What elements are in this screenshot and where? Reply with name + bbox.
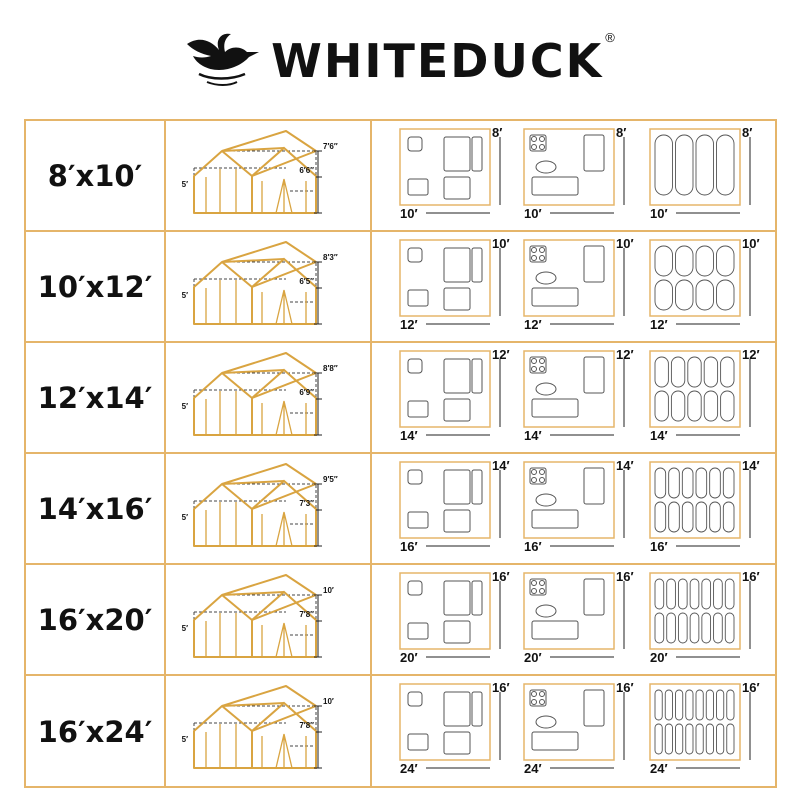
bed-layout-plan <box>400 347 510 443</box>
floor-plan-cell <box>372 121 775 230</box>
eave-height-label: 7′3″ <box>299 499 314 508</box>
wall-height-label: 5′ <box>181 513 188 522</box>
kitchen-layout-plan <box>524 125 626 221</box>
size-row <box>26 454 775 565</box>
floor-plan-cell <box>372 454 775 563</box>
size-row <box>26 565 775 676</box>
sleeping-bag-layout-plan <box>650 125 752 221</box>
eave-height-label: 6′6″ <box>299 166 314 175</box>
peak-height-label: 8′3″ <box>323 253 338 262</box>
eave-height-label: 7′8″ <box>299 721 314 730</box>
plan-width-label: 16′ <box>616 680 634 695</box>
size-row <box>26 343 775 454</box>
bed-layout-plan <box>400 458 510 554</box>
tent-size-label: 10′x12′ <box>37 269 153 304</box>
kitchen-layout-plan <box>524 458 634 554</box>
tent-elevation-icon <box>166 121 370 230</box>
tent-drawing <box>182 575 334 657</box>
plan-width-label: 8′ <box>742 125 753 140</box>
plan-width-label: 12′ <box>742 347 760 362</box>
tent-elevation-icon <box>166 676 370 785</box>
floor-plan-cell <box>372 343 775 452</box>
wall-height-label: 5′ <box>181 735 188 744</box>
plan-length-label: 12′ <box>650 317 668 332</box>
plan-width-label: 14′ <box>742 458 760 473</box>
tent-elevation-icon <box>166 343 370 452</box>
size-row <box>26 676 775 787</box>
floor-plans-icon <box>372 121 775 230</box>
plan-width-label: 14′ <box>492 458 510 473</box>
sleeping-bag-layout-plan <box>650 569 760 665</box>
tent-elevation-cell <box>166 343 372 452</box>
bed-layout-plan <box>400 680 510 776</box>
plan-length-label: 16′ <box>650 539 668 554</box>
plan-length-label: 14′ <box>400 428 418 443</box>
plan-width-label: 16′ <box>492 569 510 584</box>
plan-width-label: 10′ <box>742 236 760 251</box>
tent-size-label: 8′x10′ <box>47 158 143 193</box>
bed-layout-plan <box>400 125 502 221</box>
plan-length-label: 14′ <box>650 428 668 443</box>
tent-elevation-cell <box>166 565 372 674</box>
plan-length-label: 12′ <box>400 317 418 332</box>
plan-width-label: 12′ <box>492 347 510 362</box>
wall-height-label: 5′ <box>181 180 188 189</box>
plan-length-label: 24′ <box>524 761 542 776</box>
tent-drawing <box>182 686 334 768</box>
tent-size-label: 12′x14′ <box>37 380 153 415</box>
plan-length-label: 20′ <box>400 650 418 665</box>
plan-width-label: 12′ <box>616 347 634 362</box>
eave-height-label: 6′9″ <box>299 388 314 397</box>
tent-elevation-cell <box>166 232 372 341</box>
size-cell <box>26 121 166 230</box>
floor-plans-icon <box>372 232 775 341</box>
bed-layout-plan <box>400 569 510 665</box>
plan-length-label: 16′ <box>524 539 542 554</box>
size-row <box>26 232 775 343</box>
size-cell <box>26 454 166 563</box>
sleeping-bag-layout-plan <box>650 458 760 554</box>
sleeping-bag-layout-plan <box>650 680 760 776</box>
brand-header <box>0 22 800 100</box>
plan-length-label: 24′ <box>650 761 668 776</box>
tent-size-label: 16′x20′ <box>37 602 153 637</box>
plan-width-label: 16′ <box>616 569 634 584</box>
size-grid <box>24 119 777 788</box>
plan-length-label: 16′ <box>400 539 418 554</box>
peak-height-label: 8′8″ <box>323 364 338 373</box>
plan-width-label: 8′ <box>616 125 627 140</box>
plan-width-label: 16′ <box>492 680 510 695</box>
wall-height-label: 5′ <box>181 624 188 633</box>
duck-logo-icon <box>185 30 263 92</box>
size-cell <box>26 565 166 674</box>
plan-width-label: 10′ <box>492 236 510 251</box>
plan-width-label: 8′ <box>492 125 503 140</box>
peak-height-label: 10′ <box>323 697 334 706</box>
plan-length-label: 10′ <box>524 206 542 221</box>
plan-width-label: 16′ <box>742 680 760 695</box>
tent-elevation-cell <box>166 454 372 563</box>
bed-layout-plan <box>400 236 510 332</box>
tent-elevation-cell <box>166 121 372 230</box>
tent-elevation-icon <box>166 565 370 674</box>
tent-elevation-icon <box>166 454 370 563</box>
plan-length-label: 10′ <box>400 206 418 221</box>
tent-drawing <box>182 242 338 324</box>
eave-height-label: 6′5″ <box>299 277 314 286</box>
plan-width-label: 10′ <box>616 236 634 251</box>
plan-length-label: 14′ <box>524 428 542 443</box>
peak-height-label: 7′6″ <box>323 142 338 151</box>
tent-drawing <box>182 131 338 213</box>
plan-width-label: 16′ <box>742 569 760 584</box>
floor-plans-icon <box>372 676 775 785</box>
peak-height-label: 10′ <box>323 586 334 595</box>
brand-name: WHITEDUCK <box>271 34 604 88</box>
floor-plans-icon <box>372 454 775 563</box>
registered-mark: ® <box>605 30 615 45</box>
floor-plan-cell <box>372 232 775 341</box>
tent-size-label: 16′x24′ <box>37 714 153 749</box>
kitchen-layout-plan <box>524 347 634 443</box>
plan-length-label: 10′ <box>650 206 668 221</box>
floor-plan-cell <box>372 565 775 674</box>
wall-height-label: 5′ <box>181 402 188 411</box>
size-row <box>26 121 775 232</box>
tent-elevation-icon <box>166 232 370 341</box>
sleeping-bag-layout-plan <box>650 347 760 443</box>
wall-height-label: 5′ <box>181 291 188 300</box>
tent-drawing <box>182 464 338 546</box>
plan-length-label: 24′ <box>400 761 418 776</box>
plan-width-label: 14′ <box>616 458 634 473</box>
sleeping-bag-layout-plan <box>650 236 760 332</box>
tent-elevation-cell <box>166 676 372 787</box>
floor-plans-icon <box>372 565 775 674</box>
size-cell <box>26 676 166 787</box>
size-cell <box>26 343 166 452</box>
plan-length-label: 20′ <box>650 650 668 665</box>
kitchen-layout-plan <box>524 680 634 776</box>
tent-size-label: 14′x16′ <box>37 491 153 526</box>
plan-length-label: 12′ <box>524 317 542 332</box>
tent-drawing <box>182 353 338 435</box>
size-cell <box>26 232 166 341</box>
eave-height-label: 7′8″ <box>299 610 314 619</box>
peak-height-label: 9′5″ <box>323 475 338 484</box>
floor-plan-cell <box>372 676 775 787</box>
plan-length-label: 20′ <box>524 650 542 665</box>
kitchen-layout-plan <box>524 569 634 665</box>
kitchen-layout-plan <box>524 236 634 332</box>
floor-plans-icon <box>372 343 775 452</box>
